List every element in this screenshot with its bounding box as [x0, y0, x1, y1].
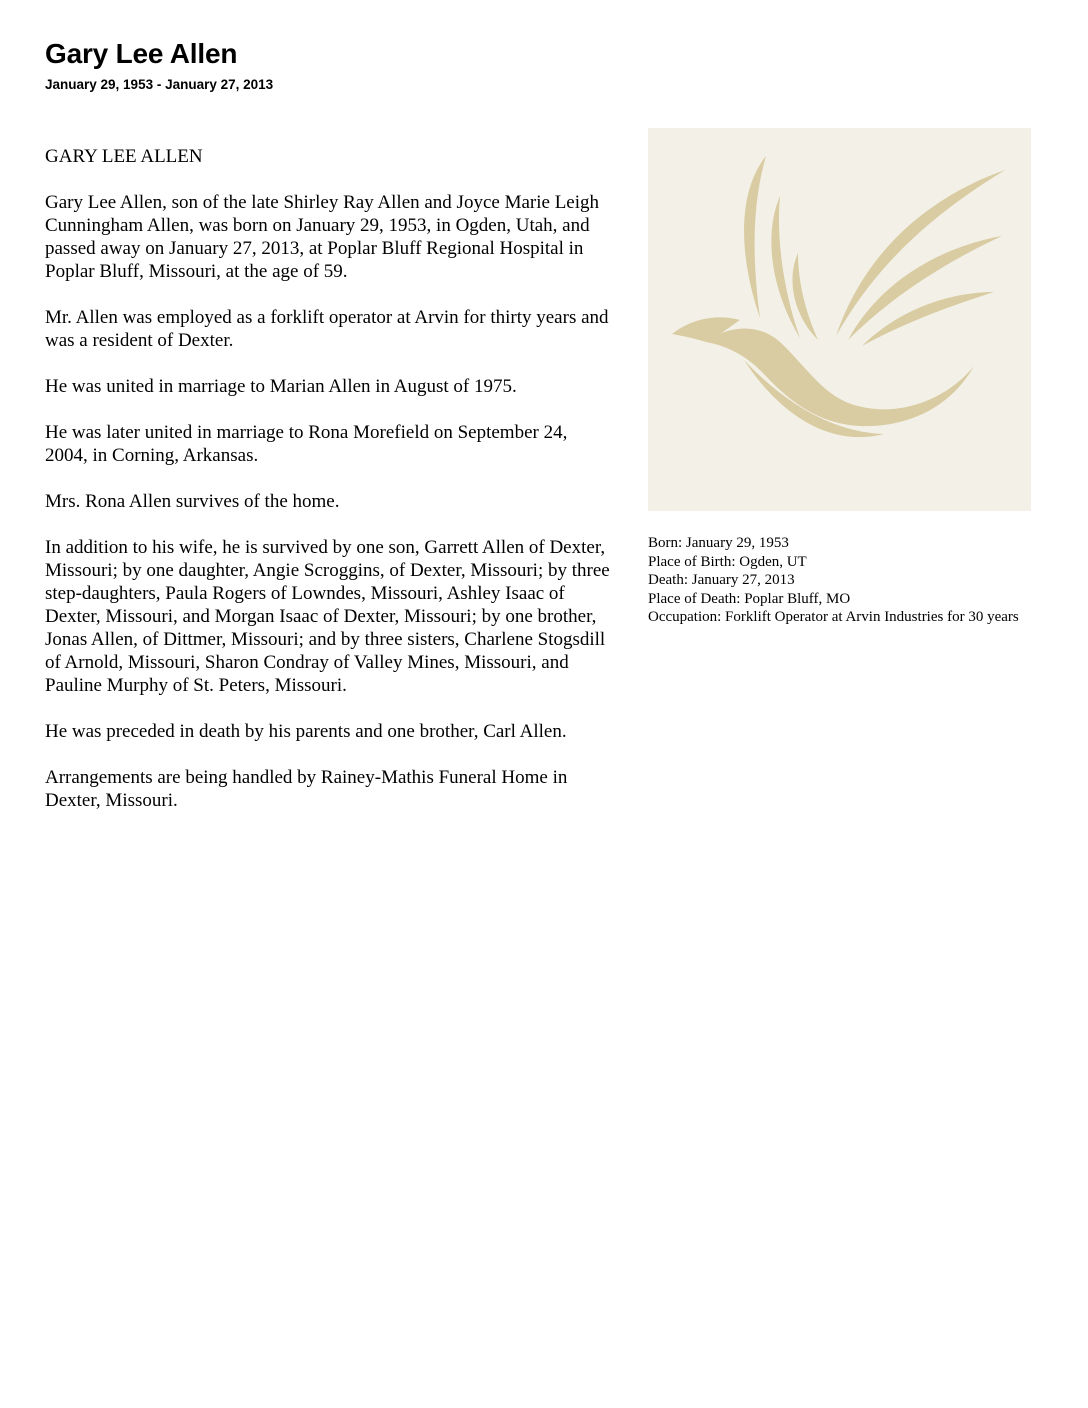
obituary-paragraph: Mr. Allen was employed as a forklift operator at Arvin for thirty years and was a resident of Dexter. — [45, 307, 609, 351]
life-dates: January 29, 1953 - January 27, 2013 — [45, 77, 274, 92]
obituary-paragraph: He was united in marriage to Marian Allen in August of 1975. — [45, 376, 517, 397]
obituary-paragraph: He was preceded in death by his parents and one brother, Carl Allen. — [45, 721, 567, 742]
obituary-heading: GARY LEE ALLEN — [45, 146, 203, 167]
obituary-header — [45, 36, 645, 94]
obituary-text — [45, 145, 610, 835]
vital-facts — [648, 534, 1058, 627]
obituary-paragraph: Gary Lee Allen, son of the late Shirley Ray Allen and Joyce Marie Leigh Cunningham Allen, was born on January 29, 1953, in Ogden, Utah, and passed away on January 27, 2013, at Poplar Bluff Regional Hospital in Poplar Bluff, Missouri, at the age of 59. — [45, 192, 600, 282]
obituary-paragraph: Mrs. Rona Allen survives of the home. — [45, 491, 340, 512]
obituary-paragraph: In addition to his wife, he is survived by one son, Garrett Allen of Dexter, Missouri; by one daughter, Angie Scroggins, of Dexter, Missouri; by three step-daughters, Paula Rogers of Lowndes, Missouri, Ashley Isaac of Dexter, Missouri, and Morgan Isaac of Dexter, Missouri; by one brother, Jonas Allen, of Dittmer, Missouri; and by three sisters, Charlene Stogsdill of Arnold, Missouri, Sharon Condray of Valley Mines, Missouri, and Pauline Murphy of St. Peters, Missouri. — [45, 537, 610, 696]
memorial-image — [648, 128, 1031, 511]
fact-place-of-birth: Place of Birth: Ogden, UT — [648, 553, 807, 570]
obituary-paragraph: Arrangements are being handled by Rainey-Mathis Funeral Home in Dexter, Missouri. — [45, 767, 568, 811]
fact-born: Born: January 29, 1953 — [648, 535, 789, 551]
fact-death: Death: January 27, 2013 — [648, 572, 795, 588]
fact-place-of-death: Place of Death: Poplar Bluff, MO — [648, 590, 851, 607]
person-name: Gary Lee Allen — [45, 38, 238, 69]
fact-occupation: Occupation: Forklift Operator at Arvin Industries for 30 years — [648, 609, 1019, 625]
dove-icon — [648, 128, 1031, 511]
obituary-paragraph: He was later united in marriage to Rona Morefield on September 24, 2004, in Corning, Arkansas. — [45, 422, 568, 466]
